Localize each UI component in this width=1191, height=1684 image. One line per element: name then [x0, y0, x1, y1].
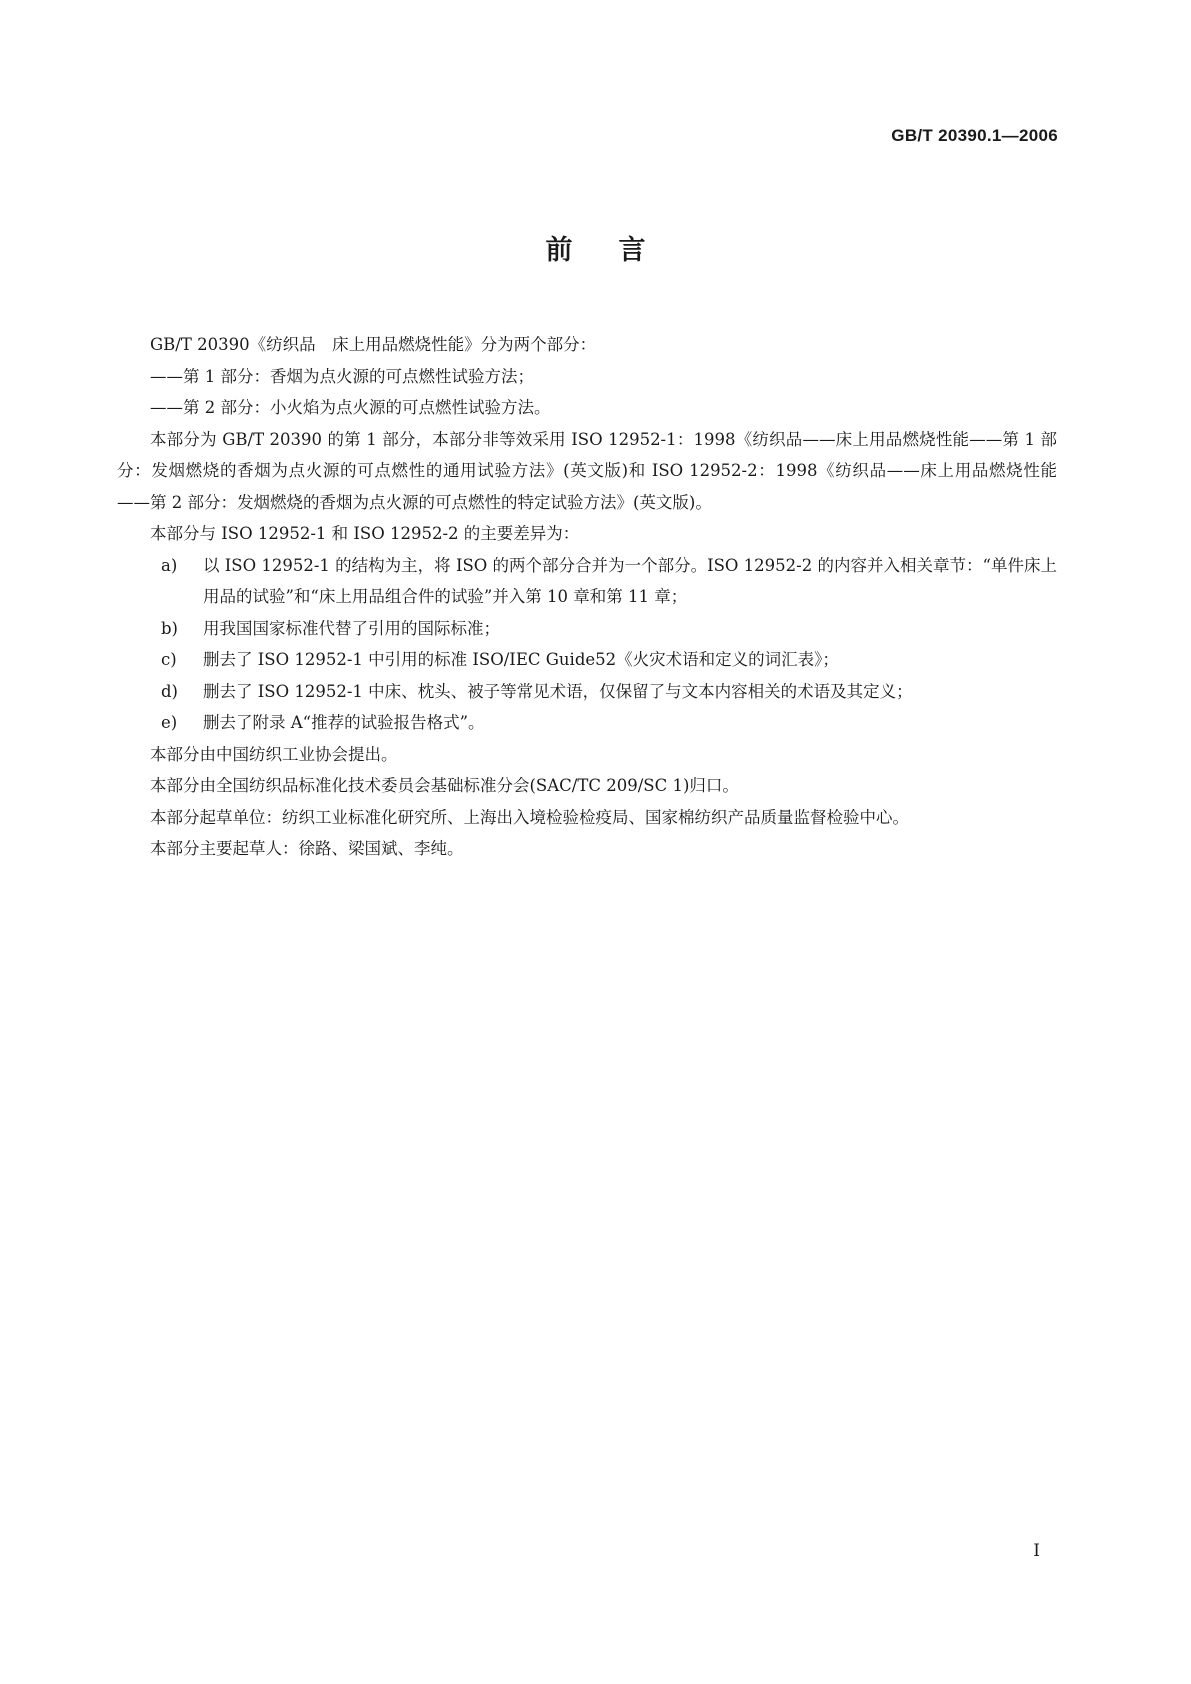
- foreword-body: [117, 329, 1057, 865]
- list-item-text: 以 ISO 12952-1 的结构为主，将 ISO 的两个部分合并为一个部分。ISO 12952-2 的内容并入相关章节：“单件床上用品的试验”和“床上用品组合件的试验”并入第 10 章和第 11 章；: [203, 555, 1057, 606]
- list-marker: c): [161, 650, 177, 669]
- paragraph-committee: 本部分由全国纺织品标准化技术委员会基础标准分会(SAC/TC 209/SC 1)归口。: [150, 776, 739, 795]
- difference-item-e: [117, 707, 1057, 739]
- list-marker: a): [161, 555, 178, 575]
- difference-item-d: [117, 676, 1057, 708]
- paragraph-proposer: 本部分由中国纺织工业协会提出。: [150, 744, 398, 764]
- page-title: 前言: [545, 235, 692, 266]
- list-item-text: 删去了 ISO 12952-1 中引用的标准 ISO/IEC Guide52《火灾术语和定义的词汇表》；: [203, 650, 839, 669]
- difference-item-a: [117, 550, 1057, 613]
- paragraph-parts-intro: GB/T 20390《纺织品 床上用品燃烧性能》分为两个部分：: [150, 335, 597, 354]
- part-2-item: ——第 2 部分：小火焰为点火源的可点燃性试验方法。: [150, 398, 551, 417]
- difference-item-b: [117, 613, 1057, 645]
- paragraph-drafters: 本部分主要起草人：徐路、梁国斌、李纯。: [150, 839, 464, 858]
- page-number: I: [1033, 1541, 1040, 1561]
- list-item-text: 删去了附录 A“推荐的试验报告格式”。: [203, 713, 485, 732]
- list-item-text: 用我国国家标准代替了引用的国际标准；: [203, 618, 500, 638]
- list-marker: e): [161, 713, 178, 732]
- difference-item-c: [117, 644, 1057, 676]
- standard-code: GB/T 20390.1—2006: [891, 126, 1058, 145]
- list-item-text: 删去了 ISO 12952-1 中床、枕头、被子等常见术语，仅保留了与文本内容相关的术语及其定义；: [203, 681, 913, 701]
- paragraph-differences-intro: 本部分与 ISO 12952-1 和 ISO 12952-2 的主要差异为：: [150, 524, 580, 543]
- paragraph-adoption: 本部分为 GB/T 20390 的第 1 部分，本部分非等效采用 ISO 12952-1：1998《纺织品——床上用品燃烧性能——第 1 部分：发烟燃烧的香烟为点火源的可点燃性的通用试验方法》(英文版)和 ISO 12952-2：1998《纺织品——床上用品燃烧性能——第 2 部分：发烟燃烧的香烟为点火源的可点燃性的特定试验方法》(英文版)。: [117, 429, 1057, 512]
- list-marker: d): [161, 681, 178, 701]
- paragraph-drafting-units: 本部分起草单位：纺织工业标准化研究所、上海出入境检验检疫局、国家棉纺织产品质量监督检验中心。: [150, 807, 909, 827]
- part-1-item: ——第 1 部分：香烟为点火源的可点燃性试验方法；: [150, 366, 534, 386]
- list-marker: b): [161, 618, 178, 638]
